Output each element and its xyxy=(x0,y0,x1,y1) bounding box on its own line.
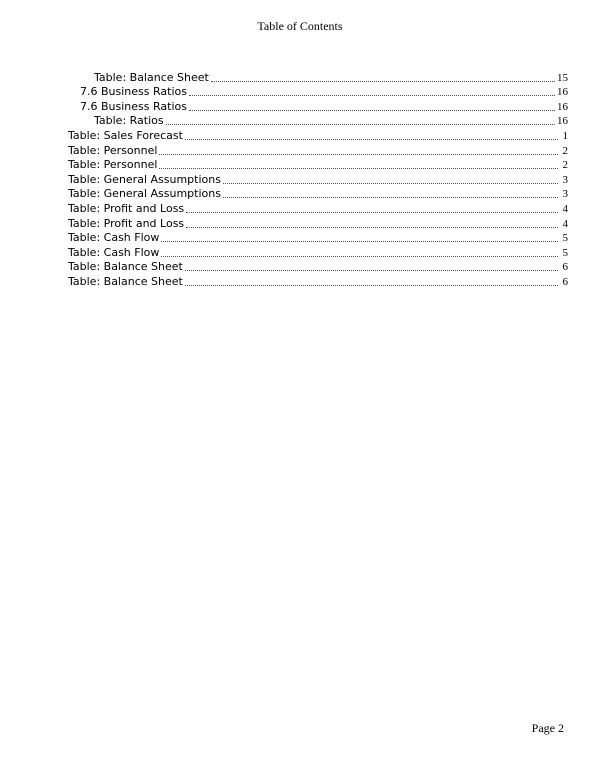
page-title: Table of Contents xyxy=(257,19,343,33)
toc-entry-label: Table: Ratios xyxy=(94,114,164,128)
toc-entry-page: 16 xyxy=(557,86,568,99)
toc-entry[interactable] xyxy=(68,201,568,216)
toc-entry-label: Table: Profit and Loss xyxy=(68,201,185,215)
toc-entry-page: 3 xyxy=(562,188,568,201)
toc-entry-page: 4 xyxy=(562,217,568,230)
toc-dot-leader xyxy=(211,80,555,82)
toc-dot-leader xyxy=(223,196,558,198)
toc-entry[interactable] xyxy=(68,143,568,158)
toc-dot-leader xyxy=(166,123,555,125)
toc-dot-leader xyxy=(223,182,558,184)
toc-entry[interactable] xyxy=(68,158,568,173)
toc-dot-leader xyxy=(185,269,558,271)
page-number: Page 2 xyxy=(531,721,564,735)
toc-entry[interactable] xyxy=(68,70,568,85)
toc-entry-page: 16 xyxy=(557,100,568,113)
toc-entry[interactable] xyxy=(68,172,568,187)
toc-entry-page: 1 xyxy=(562,129,568,142)
toc-entry-page: 6 xyxy=(562,275,568,288)
toc-dot-leader xyxy=(161,255,558,257)
toc-entry-label: Table: Cash Flow xyxy=(68,245,160,259)
toc-entry-label: Table: Personnel xyxy=(68,158,158,172)
toc-entry[interactable] xyxy=(68,216,568,231)
toc-entry-label: Table: Personnel xyxy=(68,143,158,157)
toc-entry-page: 2 xyxy=(562,144,568,157)
toc-entry-page: 6 xyxy=(562,261,568,274)
toc-entry-page: 2 xyxy=(562,159,568,172)
toc-entry-page: 3 xyxy=(562,173,568,186)
toc-entry[interactable] xyxy=(68,128,568,143)
toc-entry-label: Table: Balance Sheet xyxy=(94,70,209,84)
toc-dot-leader xyxy=(161,240,558,242)
toc-dot-leader xyxy=(189,94,555,96)
toc-dot-leader xyxy=(185,284,558,286)
toc-dot-leader xyxy=(159,153,558,155)
toc-dot-leader xyxy=(185,138,558,140)
toc-dot-leader xyxy=(189,109,555,111)
toc-entry-label: 7.6 Business Ratios xyxy=(80,99,187,113)
toc-entry-label: Table: Sales Forecast xyxy=(68,128,183,142)
toc-entry-label: Table: Balance Sheet xyxy=(68,274,183,288)
toc-entry[interactable] xyxy=(68,85,568,100)
toc-entry-page: 15 xyxy=(557,71,568,84)
toc-entry[interactable] xyxy=(68,99,568,114)
toc-entry-page: 16 xyxy=(557,115,568,128)
toc-entry-page: 4 xyxy=(562,202,568,215)
toc-entry[interactable] xyxy=(68,231,568,246)
toc-entry[interactable] xyxy=(68,274,568,289)
table-of-contents xyxy=(68,70,568,289)
toc-entry[interactable] xyxy=(68,114,568,129)
toc-entry-label: Table: General Assumptions xyxy=(68,172,221,186)
toc-entry-label: Table: General Assumptions xyxy=(68,187,221,201)
toc-entry[interactable] xyxy=(68,187,568,202)
toc-entry-label: Table: Profit and Loss xyxy=(68,216,185,230)
toc-entry-page: 5 xyxy=(562,246,568,259)
toc-entry-label: Table: Balance Sheet xyxy=(68,260,183,274)
toc-dot-leader xyxy=(186,211,558,213)
toc-entry-page: 5 xyxy=(562,232,568,245)
toc-entry-label: Table: Cash Flow xyxy=(68,231,160,245)
toc-dot-leader xyxy=(159,167,558,169)
toc-entry[interactable] xyxy=(68,245,568,260)
toc-entry[interactable] xyxy=(68,260,568,275)
toc-dot-leader xyxy=(186,226,558,228)
toc-entry-label: 7.6 Business Ratios xyxy=(80,85,187,99)
